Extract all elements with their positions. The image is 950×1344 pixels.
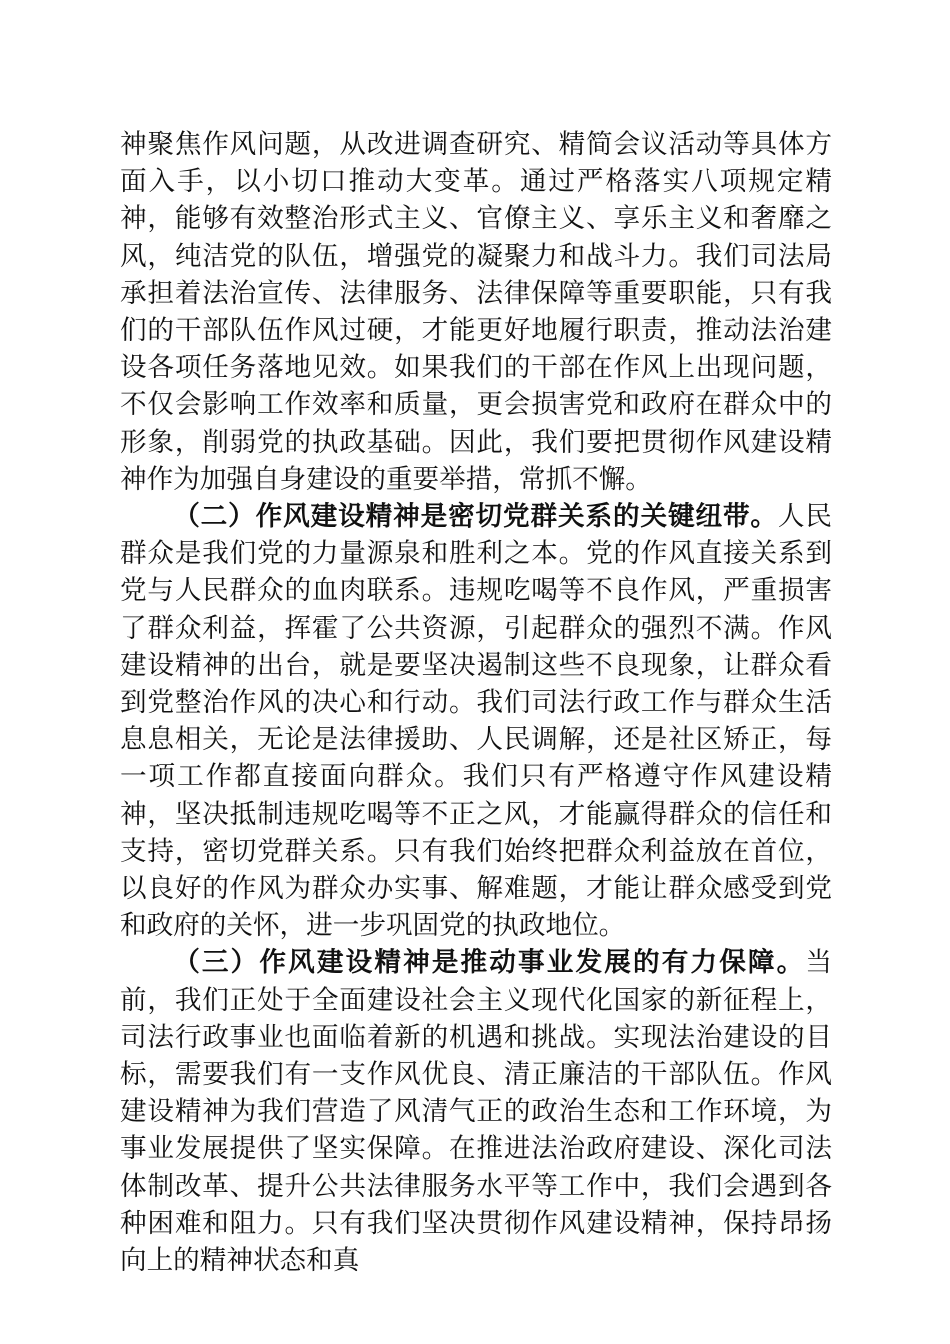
paragraph-body: 神聚焦作风问题，从改进调查研究、精简会议活动等具体方面入手，以小切口推动大变革。通过严格落实八项规定精神，能够有效整治形式主义、官僚主义、享乐主义和奢靡之风，纯洁党的队伍，增强党的凝聚力和战斗力。我们司法局承担着法治宣传、法律服务、法律保障等重要职能，只有我们的干部队伍作风过硬，才能更好地履行职责，推动法治建设各项任务落地见效。如果我们的干部在作风上出现问题，不仅会影响工作效率和质量，更会损害党和政府在群众中的形象，削弱党的执政基础。因此，我们要把贯彻作风建设精神作为加强自身建设的重要举措，常抓不懈。 [120,129,832,495]
section-heading: （二）作风建设精神是密切党群关系的关键纽带。 [173,501,778,533]
document-body [120,126,832,1279]
section-heading: （三）作风建设精神是推动事业发展的有力保障。 [173,947,806,979]
paragraph-section-two [120,498,832,944]
paragraph-section-three [120,944,832,1279]
paragraph-body: 当前，我们正处于全面建设社会主义现代化国家的新征程上，司法行政事业也面临着新的机遇和挑战。实现法治建设的目标，需要我们有一支作风优良、清正廉洁的干部队伍。作风建设精神为我们营造了风清气正的政治生态和工作环境，为事业发展提供了坚实保障。在推进法治政府建设、深化司法体制改革、提升公共法律服务水平等工作中，我们会遇到各种困难和阻力。只有我们坚决贯彻作风建设精神，保持昂扬向上的精神状态和真 [120,947,832,1277]
paragraph-continuation [120,126,832,498]
paragraph-body: 人民群众是我们党的力量源泉和胜利之本。党的作风直接关系到党与人民群众的血肉联系。违规吃喝等不良作风，严重损害了群众利益，挥霍了公共资源，引起群众的强烈不满。作风建设精神的出台，就是要坚决遏制这些不良现象，让群众看到党整治作风的决心和行动。我们司法行政工作与群众生活息息相关，无论是法律援助、人民调解，还是社区矫正，每一项工作都直接面向群众。我们只有严格遵守作风建设精神，坚决抵制违规吃喝等不正之风，才能赢得群众的信任和支持，密切党群关系。只有我们始终把群众利益放在首位，以良好的作风为群众办实事、解难题，才能让群众感受到党和政府的关怀，进一步巩固党的执政地位。 [120,501,833,942]
